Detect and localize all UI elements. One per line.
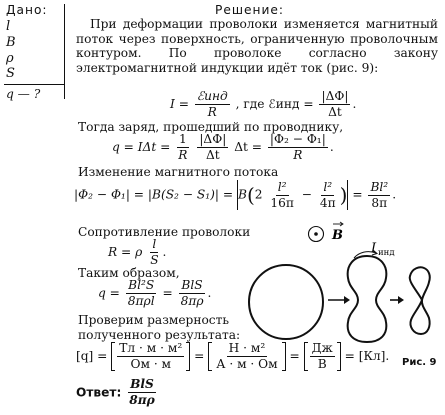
given-var-B: B bbox=[6, 35, 16, 50]
flux-text: Изменение магнитного потока bbox=[78, 165, 279, 179]
solution-header: Решение: bbox=[215, 3, 284, 17]
answer: Ответ: $\frac{\text{BlS}}{8\pi\rho}$ bbox=[76, 377, 155, 407]
current-sub: инд bbox=[378, 248, 395, 258]
equation-charge: q = IΔt = $\frac{1}{R}$ $\frac{|\Delta\Phi|}{\Delta t}$ Δt = $\frac{\text{|Φ₂ − Φ₁|}}{R}$ . bbox=[112, 132, 334, 162]
circle-loop bbox=[249, 265, 323, 339]
b-field-icon bbox=[309, 227, 324, 242]
solution-intro: При деформации проволоки изменяется магнитный поток через поверхность, ограниченную проволочным контуром. По проволоке согласно закону электромагнитной индукции идёт ток (рис. 9): bbox=[76, 17, 438, 75]
equation-result: q = $\frac{\text{Bl²S}}{\text{8πρl}}$ = $\frac{\text{BlS}}{8\pi\rho}$ . bbox=[98, 278, 212, 308]
equation-resistance: R = ρ $\frac{l}{S}$ . bbox=[108, 237, 167, 267]
charge-text: Тогда заряд, прошедший по проводнику, bbox=[78, 120, 344, 134]
resistance-text: Сопротивление проволоки bbox=[78, 225, 251, 239]
thus-text: Таким образом, bbox=[78, 266, 180, 280]
figure-eight-loop bbox=[410, 267, 430, 334]
given-var-S: S bbox=[6, 66, 15, 81]
figure-caption: Рис. 9 bbox=[402, 357, 437, 368]
equation-units: [q] = $\frac{\text{Тл · м · м²}}{Ом \cdot м}$ = $\frac{\text{Н · м²}}{А \cdot м \cdot Ом}$ = $\frac{Дж}{В}$ = [Кл]. bbox=[76, 341, 390, 371]
given-find: q — ? bbox=[6, 87, 41, 101]
given-var-rho: ρ bbox=[6, 51, 14, 66]
given-horizontal-divider bbox=[4, 84, 64, 85]
given-var-l: l bbox=[6, 19, 11, 34]
current-label: I bbox=[371, 241, 377, 256]
equation-flux: |Φ₂ − Φ₁| = |B(S₂ − S₁)| = B(2 $\frac{\text{l²}}{16\pi}$ − $\frac{\text{l²}}{4\pi}$ ) = $\frac{\text{Bl²}}{8\pi}$ . bbox=[74, 179, 397, 210]
figure-9 bbox=[240, 218, 445, 348]
b-label: B bbox=[332, 228, 343, 243]
deformed-loop bbox=[348, 256, 387, 342]
given-header: Дано: bbox=[6, 3, 48, 17]
check-text: Проверим размерность полученного результата: bbox=[78, 313, 241, 342]
given-vertical-divider bbox=[64, 4, 65, 99]
equation-current: I = $\frac{\text{ℰинд}}{R}$ , где ℰинд = $\frac{|\Delta\Phi|}{\Delta t}$ . bbox=[170, 89, 357, 119]
